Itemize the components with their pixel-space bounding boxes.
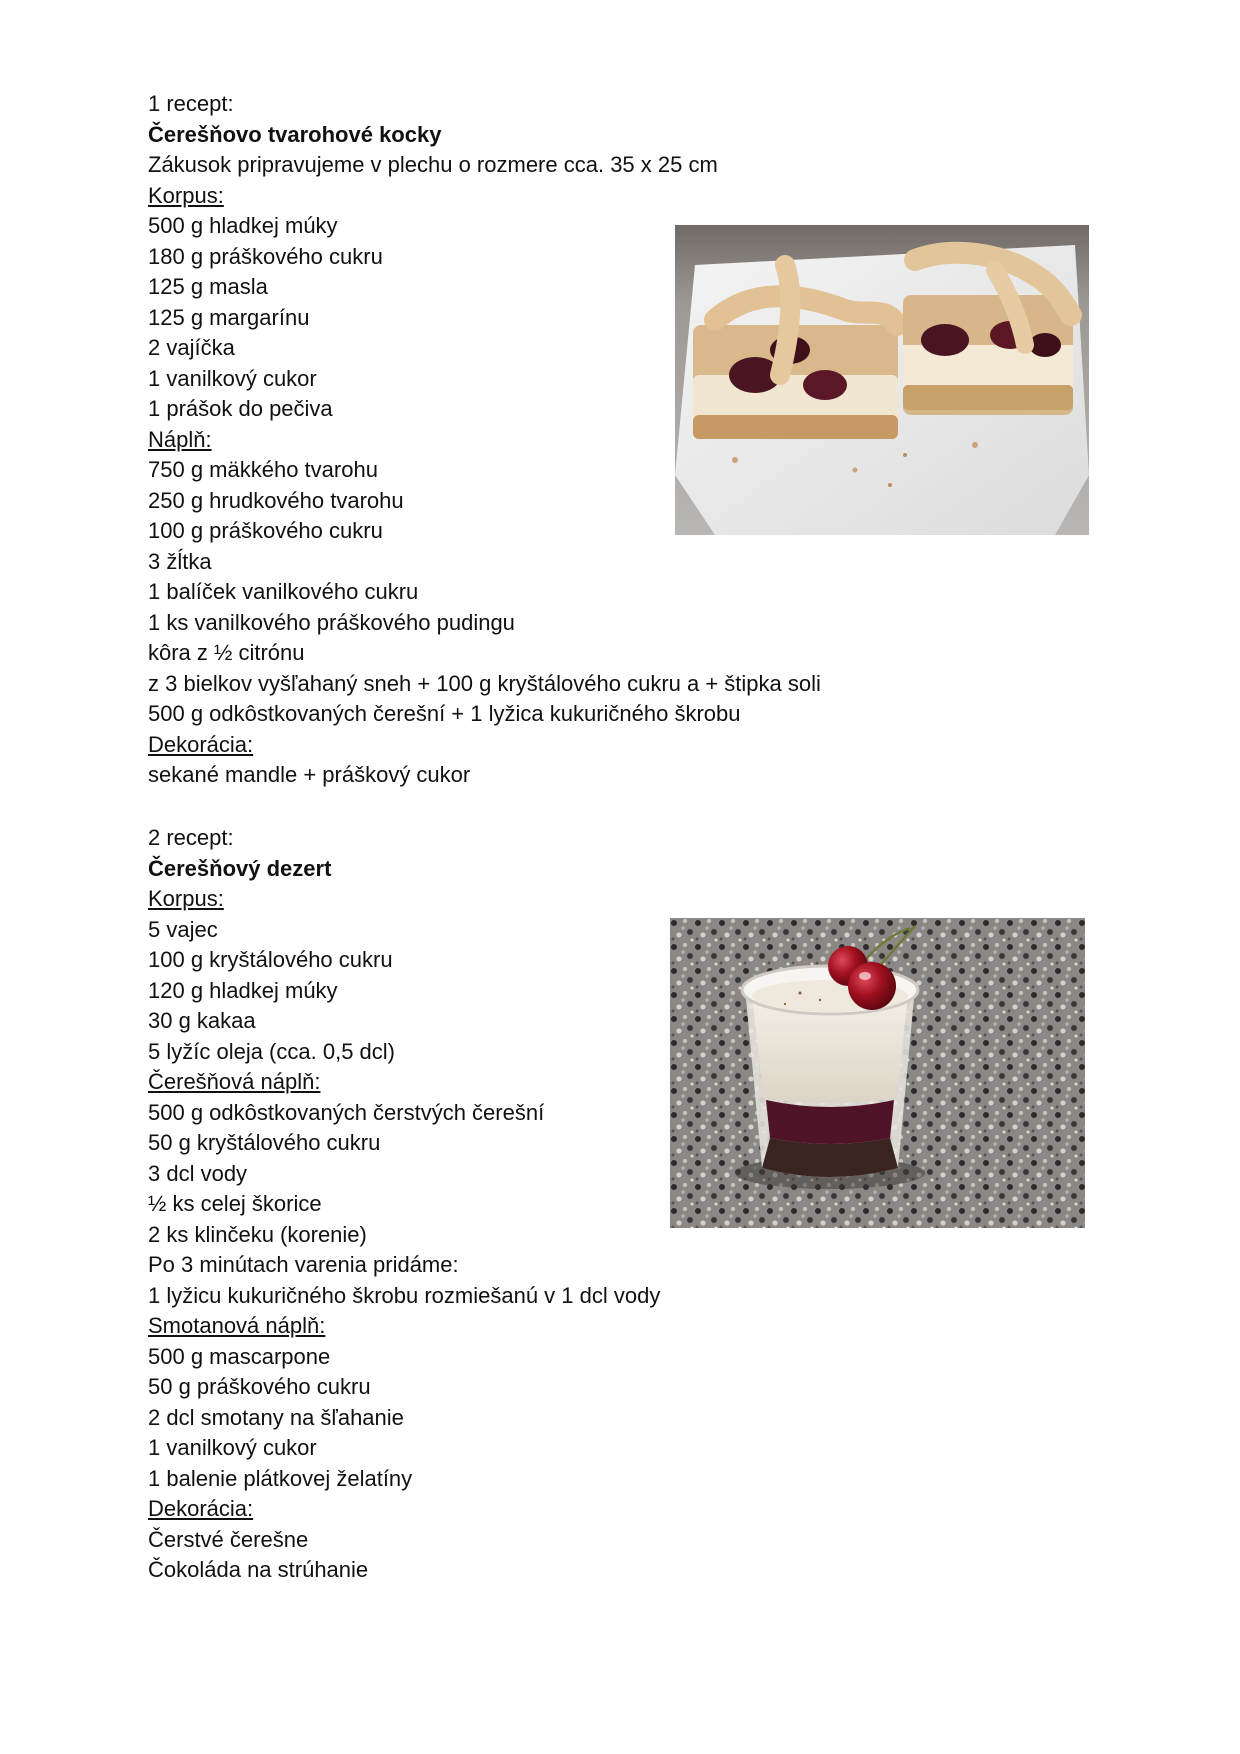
ingredient-item: Čokoláda na strúhanie	[148, 1557, 369, 1582]
ingredient-item: 1 balenie plátkovej želatíny	[148, 1465, 413, 1491]
ingredient-item: 750 g mäkkého tvarohu	[148, 457, 378, 482]
ingredient-item: 1 ks vanilkového práškového pudingu	[148, 609, 515, 635]
ingredient-item: 125 g margarínu	[148, 304, 310, 330]
ingredient-item: 500 g odkôstkovaných čerstvých čerešní	[148, 1099, 545, 1125]
section-heading-dekoracia: Dekorácia:	[148, 1496, 254, 1521]
dessert-photo	[670, 918, 1085, 1228]
recipe-number: 2 recept:	[148, 825, 234, 850]
ingredient-item: 50 g práškového cukru	[148, 1374, 371, 1399]
section-heading-smotanova-napln: Smotanová náplň:	[148, 1313, 326, 1338]
section-heading-ceresnova-napln: Čerešňová náplň:	[148, 1069, 321, 1094]
section-heading-korpus: Korpus:	[148, 886, 224, 911]
ingredient-item: 2 ks klinčeku (korenie)	[148, 1221, 367, 1247]
recipe-intro: Zákusok pripravujeme v plechu o rozmere cca. 35 x 25 cm	[148, 152, 718, 177]
ingredient-item: 5 lyžíc oleja (cca. 0,5 dcl)	[148, 1038, 395, 1064]
ingredient-item: 500 g odkôstkovaných čerešní + 1 lyžica kukuričného škrobu	[148, 701, 741, 726]
recipe-title: Čerešňovo tvarohové kocky	[148, 121, 442, 147]
ingredient-item: sekané mandle + práškový cukor	[148, 762, 471, 787]
recipe-title: Čerešňový dezert	[148, 855, 332, 881]
ingredient-item: 500 g hladkej múky	[148, 213, 338, 238]
ingredient-item: Čerstvé čerešne	[148, 1526, 309, 1552]
ingredient-item: 2 dcl smotany na šľahanie	[148, 1404, 404, 1430]
ingredient-item: 1 prášok do pečiva	[148, 396, 333, 421]
ingredient-item: 1 vanilkový cukor	[148, 1435, 317, 1460]
ingredient-item: 1 lyžicu kukuričného škrobu rozmiešanú v 1 dcl vody	[148, 1282, 661, 1308]
ingredient-item: 30 g kakaa	[148, 1008, 256, 1033]
ingredient-item: kôra z ½ citrónu	[148, 640, 305, 665]
ingredient-item: 250 g hrudkového tvarohu	[148, 487, 404, 513]
ingredient-item: ½ ks celej škorice	[148, 1191, 322, 1216]
section-heading-naplne: Náplň:	[148, 426, 212, 452]
ingredient-item: 2 vajíčka	[148, 335, 235, 360]
section-heading-korpus: Korpus:	[148, 182, 224, 208]
ingredient-item: 500 g mascarpone	[148, 1343, 331, 1369]
ingredient-item: 1 vanilkový cukor	[148, 365, 317, 391]
ingredient-item: 180 g práškového cukru	[148, 243, 383, 269]
ingredient-item: 120 g hladkej múky	[148, 977, 338, 1003]
ingredient-item: 3 žĺtka	[148, 548, 212, 574]
section-heading-dekoracia: Dekorácia:	[148, 731, 254, 757]
ingredient-item: z 3 bielkov vyšľahaný sneh + 100 g kryštálového cukru a + štipka soli	[148, 670, 821, 696]
ingredient-item: 125 g masla	[148, 274, 268, 299]
ingredient-item: 3 dcl vody	[148, 1160, 248, 1186]
ingredient-item: 100 g kryštálového cukru	[148, 947, 393, 972]
recipe-number: 1 recept:	[148, 91, 234, 116]
ingredient-item: 100 g práškového cukru	[148, 518, 383, 543]
ingredient-item: 1 balíček vanilkového cukru	[148, 579, 419, 604]
ingredient-item: 5 vajec	[148, 916, 218, 942]
ingredient-item: 50 g kryštálového cukru	[148, 1130, 381, 1155]
instruction-line: Po 3 minútach varenia pridáme:	[148, 1252, 459, 1277]
cake-photo	[675, 225, 1089, 535]
